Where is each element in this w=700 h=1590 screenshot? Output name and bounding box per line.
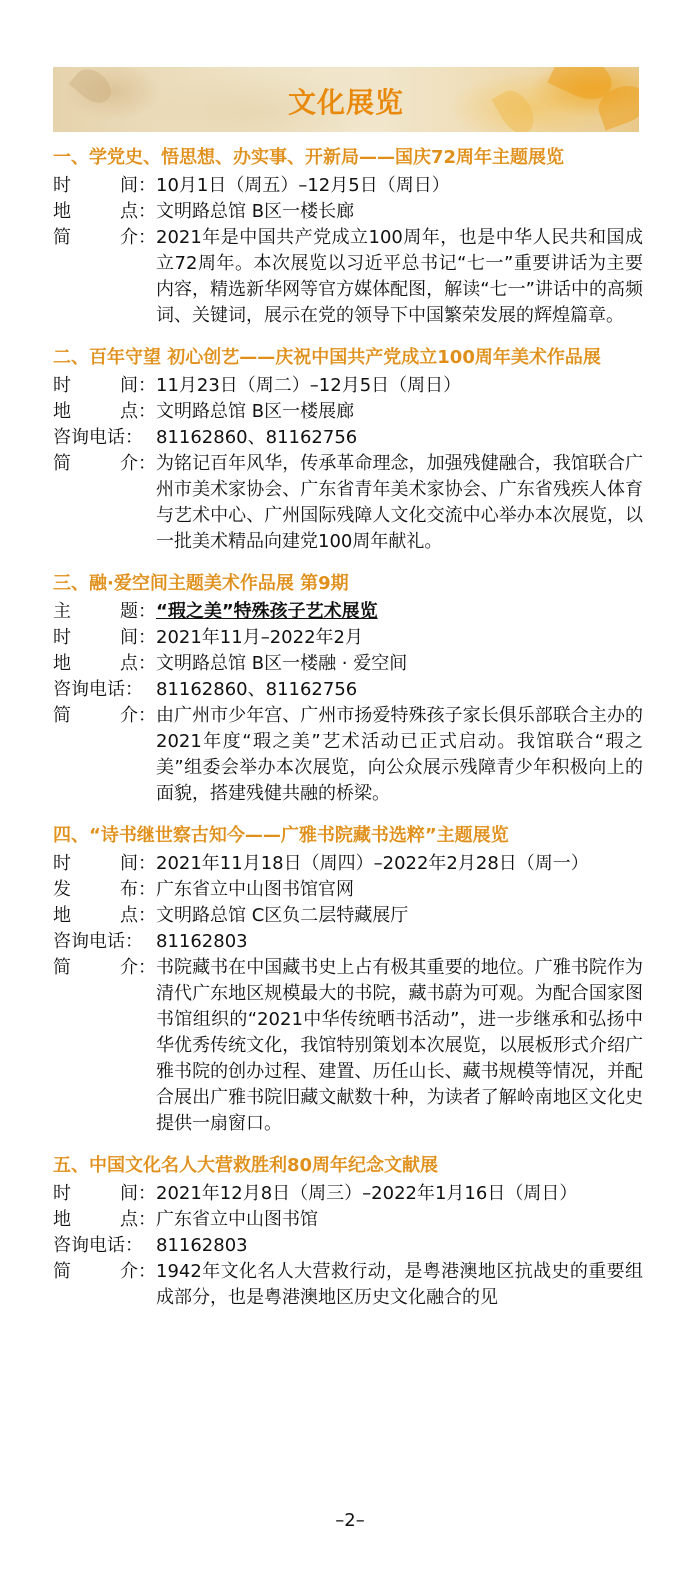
info-row xyxy=(53,425,643,451)
info-label-part: 咨询电话： xyxy=(53,931,143,952)
info-label xyxy=(53,1259,156,1311)
info-value: 81162803 xyxy=(156,931,248,952)
info-label xyxy=(53,599,156,625)
info-row xyxy=(53,599,643,625)
info-value: 为铭记百年风华，传承革命理念，加强残健融合，我馆联合广州市美术家协会、广东省青年美术家协会、广东省残疾人体育与艺术中心、广州国际残障人文化交流中心举办本次展览，以一批美术精品向建党100周年献礼。 xyxy=(156,453,643,552)
info-label xyxy=(53,399,156,425)
page-number: –2– xyxy=(335,1510,365,1531)
info-row xyxy=(53,451,643,555)
info-row xyxy=(53,851,643,877)
info-row xyxy=(53,1207,643,1233)
info-value: 广东省立中山图书馆 xyxy=(156,1209,318,1230)
info-value: 2021年11月–2022年2月 xyxy=(156,627,363,648)
info-value: 书院藏书在中国藏书史上占有极其重要的地位。广雅书院作为清代广东地区规模最大的书院，藏书蔚为可观。为配合国家图书馆组织的“2021中华传统晒书活动”，进一步继承和弘扬中华优秀传统文化，我馆特别策划本次展览，以展板形式介绍广雅书院的创办过程、建置、历任山长、藏书规模等情况，并配合展出广雅书院旧藏文献数十种，为读者了解岭南地区文化史提供一扇窗口。 xyxy=(156,957,643,1134)
header-banner xyxy=(53,67,639,132)
info-label xyxy=(53,225,156,329)
info-label xyxy=(53,877,156,903)
exhibition-title: 四、“诗书继世察古知今——广雅书院藏书选粹”主题展览 xyxy=(53,825,509,846)
info-label-part: 发 xyxy=(53,879,71,900)
info-label-part: 布： xyxy=(120,879,156,900)
info-value: 81162860、81162756 xyxy=(156,679,358,700)
info-row xyxy=(53,1233,643,1259)
info-label-part: 时 xyxy=(53,1183,71,1204)
info-value: 文明路总馆 B区一楼展廊 xyxy=(156,401,355,422)
info-value xyxy=(156,599,643,625)
exhibition-title: 三、融·爱空间主题美术作品展 第9期 xyxy=(53,573,349,594)
exhibition-title: 二、百年守望 初心创艺——庆祝中国共产党成立100周年美术作品展 xyxy=(53,347,601,368)
info-row xyxy=(53,1181,643,1207)
exhibition-section xyxy=(53,343,643,555)
info-label-part: 点： xyxy=(120,201,156,222)
info-label xyxy=(53,373,156,399)
info-row xyxy=(53,703,643,807)
info-label-part: 地 xyxy=(53,653,71,674)
info-label xyxy=(53,199,156,225)
info-label-part: 时 xyxy=(53,175,71,196)
info-row xyxy=(53,399,643,425)
info-label xyxy=(53,1233,156,1259)
exhibition-title: 一、学党史、悟思想、办实事、开新局——国庆72周年主题展览 xyxy=(53,147,565,168)
info-label-part: 时 xyxy=(53,627,71,648)
info-row xyxy=(53,955,643,1137)
info-label-part: 地 xyxy=(53,401,71,422)
exhibition-section xyxy=(53,1151,643,1311)
info-value: 文明路总馆 C区负二层特藏展厅 xyxy=(156,905,409,926)
info-value: 广东省立中山图书馆官网 xyxy=(156,879,354,900)
info-label-part: 间： xyxy=(120,375,156,396)
info-label xyxy=(53,851,156,877)
info-label-part: 简 xyxy=(53,1261,71,1282)
info-value: 81162803 xyxy=(156,1235,248,1256)
info-label-part: 简 xyxy=(53,957,71,978)
info-label-part: 简 xyxy=(53,227,71,248)
info-label xyxy=(53,677,156,703)
info-label-part: 地 xyxy=(53,1209,71,1230)
info-label-part: 点： xyxy=(120,1209,156,1230)
info-label xyxy=(53,173,156,199)
info-label-part: 点： xyxy=(120,401,156,422)
info-value: 2021年12月8日（周三）–2022年1月16日（周日） xyxy=(156,1183,578,1204)
info-label xyxy=(53,1181,156,1207)
info-value: 文明路总馆 B区一楼长廊 xyxy=(156,201,355,222)
info-row xyxy=(53,225,643,329)
info-label xyxy=(53,651,156,677)
info-label-part: 间： xyxy=(120,627,156,648)
info-label xyxy=(53,929,156,955)
info-row xyxy=(53,877,643,903)
info-label-part: 咨询电话： xyxy=(53,427,143,448)
info-row xyxy=(53,173,643,199)
info-label-part: 介： xyxy=(120,705,156,726)
info-label-part: 点： xyxy=(120,905,156,926)
info-label-part: 咨询电话： xyxy=(53,1235,143,1256)
info-label xyxy=(53,451,156,555)
info-value: 81162860、81162756 xyxy=(156,427,358,448)
info-row xyxy=(53,1259,643,1311)
info-label-part: 间： xyxy=(120,175,156,196)
info-value: 1942年文化名人大营救行动，是粤港澳地区抗战史的重要组成部分，也是粤港澳地区历史文化融合的见 xyxy=(156,1261,643,1308)
info-label-part: 时 xyxy=(53,375,71,396)
info-label-part: 题： xyxy=(120,601,156,622)
info-value: 文明路总馆 B区一楼融 · 爱空间 xyxy=(156,653,408,674)
info-row xyxy=(53,929,643,955)
info-label xyxy=(53,903,156,929)
info-row xyxy=(53,651,643,677)
info-label xyxy=(53,625,156,651)
info-label-part: 主 xyxy=(53,601,71,622)
info-value: 2021年11月18日（周四）–2022年2月28日（周一） xyxy=(156,853,589,874)
exhibition-section xyxy=(53,569,643,807)
info-label-part: 介： xyxy=(120,453,156,474)
info-label-part: 地 xyxy=(53,201,71,222)
exhibition-section xyxy=(53,821,643,1137)
exhibition-section xyxy=(53,143,643,329)
info-row xyxy=(53,373,643,399)
info-label-part: 点： xyxy=(120,653,156,674)
info-label-part: 间： xyxy=(120,853,156,874)
info-label xyxy=(53,955,156,1137)
info-label-part: 间： xyxy=(120,1183,156,1204)
info-value: 11月23日（周二）–12月5日（周日） xyxy=(156,375,462,396)
info-label-part: 简 xyxy=(53,705,71,726)
info-label xyxy=(53,703,156,807)
info-row xyxy=(53,903,643,929)
info-label-part: 地 xyxy=(53,905,71,926)
page-title: 文化展览 xyxy=(287,86,404,119)
info-value: 10月1日（周五）–12月5日（周日） xyxy=(156,175,450,196)
info-label-part: 时 xyxy=(53,853,71,874)
exhibition-list xyxy=(53,143,643,1325)
info-label-part: 简 xyxy=(53,453,71,474)
info-label-part: 介： xyxy=(120,1261,156,1282)
info-row xyxy=(53,199,643,225)
info-value: 2021年是中国共产党成立100周年，也是中华人民共和国成立72周年。本次展览以习近平总书记“七一”重要讲话为主要内容，精选新华网等官方媒体配图，解读“七一”讲话中的高频词、关键词，展示在党的领导下中国繁荣发展的辉煌篇章。 xyxy=(156,227,643,326)
info-row xyxy=(53,677,643,703)
info-row xyxy=(53,625,643,651)
info-label-part: 介： xyxy=(120,957,156,978)
exhibition-title: 五、中国文化名人大营救胜利80周年纪念文献展 xyxy=(53,1155,439,1176)
info-label xyxy=(53,425,156,451)
info-label xyxy=(53,1207,156,1233)
info-value: 由广州市少年宫、广州市扬爱特殊孩子家长俱乐部联合主办的2021年度“瑕之美”艺术活动已正式启动。我馆联合“瑕之美”组委会举办本次展览，向公众展示残障青少年积极向上的面貌，搭建残健共融的桥梁。 xyxy=(156,705,643,804)
info-label-part: 介： xyxy=(120,227,156,248)
theme-title-text: “瑕之美”特殊孩子艺术展览 xyxy=(156,601,378,622)
info-label-part: 咨询电话： xyxy=(53,679,143,700)
